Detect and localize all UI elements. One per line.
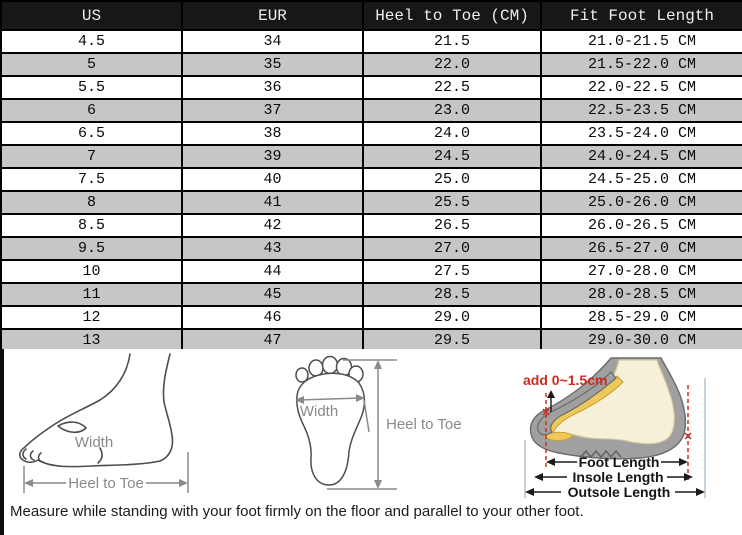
column-header-us: US — [1, 1, 182, 30]
table-row — [1, 76, 742, 99]
left-border-bar — [0, 349, 4, 535]
toe-curl-3 — [39, 453, 43, 462]
instep-strap-curve — [58, 422, 86, 432]
table-row — [1, 260, 742, 283]
sole-outline — [297, 373, 365, 485]
foot-side-view-diagram — [10, 352, 202, 498]
arrowhead-left — [24, 479, 33, 487]
toe-curl-2 — [30, 451, 34, 460]
table-cell: 27.5 — [363, 260, 541, 283]
table-cell: 25.0-26.0 CM — [541, 191, 742, 214]
table-cell: 8 — [1, 191, 182, 214]
table-cell: 27.0 — [363, 237, 541, 260]
table-row — [1, 99, 742, 122]
table-header-row — [1, 1, 742, 30]
table-cell: 44 — [182, 260, 363, 283]
table-cell: 22.0-22.5 CM — [541, 76, 742, 99]
allowance-label: add 0~1.5cm — [523, 372, 608, 388]
table-cell: 28.5-29.0 CM — [541, 306, 742, 329]
table-cell: 22.0 — [363, 53, 541, 76]
column-header-heel-to-toe: Heel to Toe (CM) — [363, 1, 541, 30]
table-cell: 21.5-22.0 CM — [541, 53, 742, 76]
top-heel-to-toe-label: Heel to Toe — [386, 416, 462, 433]
toe-4 — [309, 360, 323, 376]
table-row — [1, 30, 742, 53]
footprint-outline — [296, 357, 364, 486]
outsole-arrow-left — [525, 488, 534, 496]
arrowhead-right — [179, 479, 188, 487]
table-cell: 27.0-28.0 CM — [541, 260, 742, 283]
table-cell: 41 — [182, 191, 363, 214]
table-cell: 29.0-30.0 CM — [541, 329, 742, 352]
heel-cross-mark — [685, 433, 691, 439]
table-cell: 29.0 — [363, 306, 541, 329]
allowance-arrowhead — [547, 390, 555, 398]
arrowhead-top — [374, 360, 382, 369]
table-cell: 29.5 — [363, 329, 541, 352]
table-cell: 22.5-23.5 CM — [541, 99, 742, 122]
table-cell: 25.5 — [363, 191, 541, 214]
table-cell: 23.5-24.0 CM — [541, 122, 742, 145]
table-cell: 42 — [182, 214, 363, 237]
table-row — [1, 53, 742, 76]
side-heel-to-toe-label: Heel to Toe — [68, 475, 144, 492]
footprint-top-view-diagram — [285, 348, 475, 500]
table-cell: 24.0-24.5 CM — [541, 145, 742, 168]
table-cell: 40 — [182, 168, 363, 191]
table-cell: 6.5 — [1, 122, 182, 145]
table-cell: 24.5 — [363, 145, 541, 168]
insole-length-label: Insole Length — [572, 469, 664, 485]
table-cell: 7.5 — [1, 168, 182, 191]
table-cell: 36 — [182, 76, 363, 99]
table-cell: 37 — [182, 99, 363, 122]
table-cell: 28.0-28.5 CM — [541, 283, 742, 306]
table-row — [1, 283, 742, 306]
foot-length-arrow-right — [679, 458, 688, 466]
table-cell: 5.5 — [1, 76, 182, 99]
table-row — [1, 191, 742, 214]
table-cell: 25.0 — [363, 168, 541, 191]
table-cell: 39 — [182, 145, 363, 168]
table-cell: 12 — [1, 306, 182, 329]
outsole-length-label: Outsole Length — [567, 484, 671, 500]
table-cell: 10 — [1, 260, 182, 283]
table-cell: 47 — [182, 329, 363, 352]
table-cell: 35 — [182, 53, 363, 76]
outsole-arrow-right — [696, 488, 705, 496]
table-row — [1, 145, 742, 168]
table-cell: 13 — [1, 329, 182, 352]
top-width-label: Width — [299, 403, 339, 420]
table-cell: 4.5 — [1, 30, 182, 53]
table-cell: 5 — [1, 53, 182, 76]
table-cell: 43 — [182, 237, 363, 260]
table-cell: 34 — [182, 30, 363, 53]
table-cell: 8.5 — [1, 214, 182, 237]
arrowhead-bottom — [374, 480, 382, 489]
foot-length-label: Foot Length — [578, 454, 660, 470]
table-cell: 28.5 — [363, 283, 541, 306]
table-cell: 45 — [182, 283, 363, 306]
table-cell: 11 — [1, 283, 182, 306]
table-cell: 26.5-27.0 CM — [541, 237, 742, 260]
toe-3 — [323, 357, 338, 374]
table-cell: 26.0-26.5 CM — [541, 214, 742, 237]
shoe-cross-section-diagram — [515, 348, 742, 508]
table-cell: 24.5-25.0 CM — [541, 168, 742, 191]
table-row — [1, 214, 742, 237]
foot-length-arrow-left — [546, 458, 555, 466]
insole-arrow-left — [534, 473, 543, 481]
width-extension-line — [364, 400, 369, 432]
table-cell: 22.5 — [363, 76, 541, 99]
table-cell: 21.5 — [363, 30, 541, 53]
table-row — [1, 168, 742, 191]
table-row — [1, 237, 742, 260]
table-cell: 46 — [182, 306, 363, 329]
table-cell: 7 — [1, 145, 182, 168]
table-cell: 23.0 — [363, 99, 541, 122]
measuring-instruction-note: Measure while standing with your foot firmly on the floor and parallel to your other foot. — [10, 503, 584, 520]
column-header-eur: EUR — [182, 1, 363, 30]
table-row — [1, 306, 742, 329]
table-cell: 24.0 — [363, 122, 541, 145]
table-cell: 38 — [182, 122, 363, 145]
side-width-label: Width — [74, 434, 114, 451]
table-cell: 9.5 — [1, 237, 182, 260]
table-row — [1, 122, 742, 145]
toe-curl-1 — [23, 449, 26, 459]
table-cell: 21.0-21.5 CM — [541, 30, 742, 53]
table-cell: 6 — [1, 99, 182, 122]
table-cell: 26.5 — [363, 214, 541, 237]
column-header-fit-foot-length: Fit Foot Length — [541, 1, 742, 30]
